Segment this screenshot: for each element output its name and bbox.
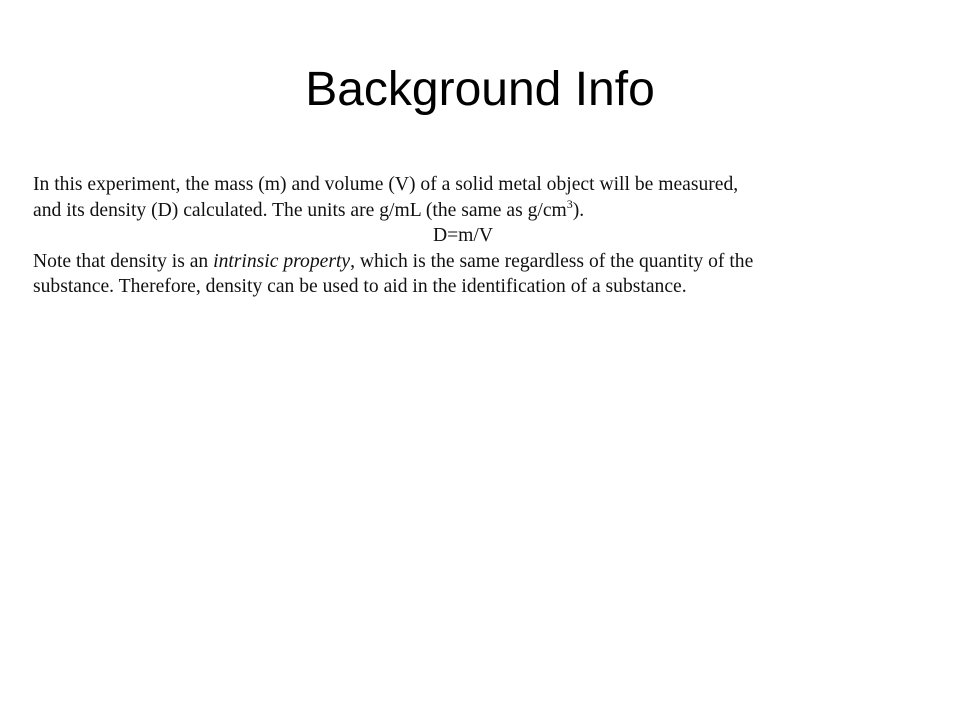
intrinsic-property-term: intrinsic property: [213, 250, 351, 272]
excerpt-line-4: substance. Therefore, density can be used to aid in the identification of a substance.: [33, 276, 687, 297]
superscript-exponent: 3: [566, 196, 573, 211]
excerpt-line-2-text: and its density (D) calculated. The units are g/mL (the same as g/cm: [33, 199, 567, 221]
excerpt-line-2-end: ).: [572, 199, 585, 221]
excerpt-line-2: [33, 198, 933, 224]
density-formula: D=m/V: [432, 225, 494, 246]
excerpt-line-3-start: Note that density is an: [33, 250, 214, 272]
excerpt-line-3: [33, 249, 933, 275]
document-excerpt-image: [33, 172, 933, 300]
slide-title: Background Info: [305, 63, 655, 116]
excerpt-line-3-end: , which is the same regardless of the quantity of the: [350, 250, 754, 272]
excerpt-line-1: In this experiment, the mass (m) and volume (V) of a solid metal object will be measured,: [33, 174, 739, 195]
